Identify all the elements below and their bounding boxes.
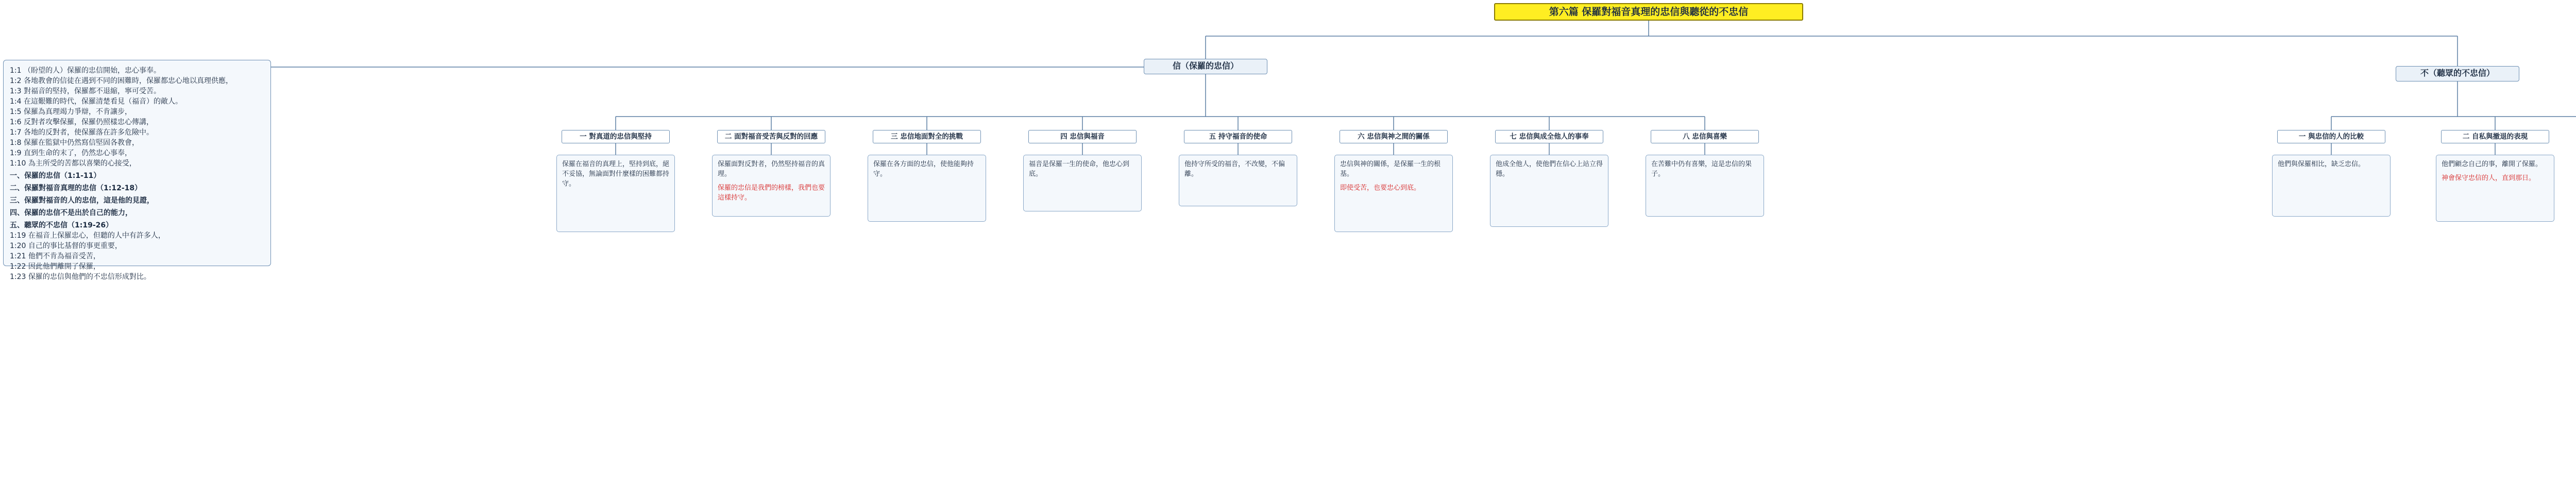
- leaf-text: 保羅面對反對者，仍然堅持福音的真理。: [718, 160, 825, 178]
- intro-line: 1:8 保羅在監獄中仍然寫信堅固各教會，: [10, 139, 139, 147]
- leaf-box: [1646, 155, 1764, 217]
- left-sub-5: 五 持守福音的使命: [1184, 130, 1292, 143]
- intro-line: 1:21 他們不肯為福音受苦，: [10, 252, 100, 260]
- intro-line: 1:4 在這艱難的時代，保羅清楚看見（福音）的敵人。: [10, 97, 182, 106]
- intro-line: 一、保羅的忠信（1:1-11）: [10, 172, 101, 180]
- leaf-box: [712, 155, 831, 217]
- left-sub-3: 三 忠信地面對全的挑戰: [873, 130, 981, 143]
- leaf-box: [556, 155, 675, 232]
- intro-line: 1:1 （盼望的人）保羅的忠信開始，忠心事奉。: [10, 67, 161, 75]
- leaf-box: [868, 155, 986, 222]
- intro-line: 1:2 各地教會的信徒在遇到不同的困難時，保羅都忠心地以真理供應，: [10, 77, 233, 85]
- intro-line: 1:23 保羅的忠信與他們的不忠信形成對比。: [10, 273, 151, 281]
- leaf-text: 他們顧念自己的事，離開了保羅。: [2442, 160, 2543, 168]
- intro-line: 1:6 反對者攻擊保羅，保羅仍照樣忠心傳講，: [10, 118, 154, 126]
- leaf-text: 他持守所受的福音，不改變，不偏離。: [1184, 160, 1285, 178]
- branch-right: 不（聽眾的不忠信）: [2396, 66, 2519, 81]
- leaf-box: [2272, 155, 2391, 217]
- leaf-highlight: 即使受苦，也要忠心到底。: [1340, 184, 1421, 192]
- intro-line: 二、保羅對福音真理的忠信（1:12-18）: [10, 184, 142, 192]
- intro-line: 三、保羅對福音的人的忠信，這是他的見證，: [10, 196, 154, 205]
- right-sub-2: 二 自私與撤退的表現: [2441, 130, 2549, 143]
- intro-line: 1:10 為主所受的苦都以喜樂的心接受，: [10, 159, 137, 168]
- leaf-text: 在苦難中仍有喜樂，這是忠信的果子。: [1651, 160, 1752, 178]
- left-sub-4: 四 忠信與福音: [1028, 130, 1137, 143]
- left-sub-8: 八 忠信與喜樂: [1651, 130, 1759, 143]
- intro-line: 1:5 保羅為真理竭力爭辯，不肯讓步，: [10, 108, 132, 116]
- intro-line: 1:20 自己的事比基督的事更重要，: [10, 242, 122, 250]
- leaf-box: [2436, 155, 2554, 222]
- leaf-highlight: 保羅的忠信是我們的榜樣，我們也要這樣持守。: [718, 184, 825, 202]
- intro-line: 1:3 對福音的堅持，保羅都不退縮，寧可受苦。: [10, 87, 161, 95]
- left-sub-7: 七 忠信與成全他人的事奉: [1495, 130, 1603, 143]
- intro-line: 1:7 各地的反對者，使保羅落在許多危險中。: [10, 128, 154, 137]
- intro-note: [3, 60, 271, 281]
- intro-line: 五、聽眾的不忠信（1:19-26）: [10, 221, 113, 229]
- leaf-text: 保羅在福音的真理上，堅持到底，絕不妥協，無論面對什麼樣的困難都持守。: [562, 160, 670, 188]
- leaf-text: 福音是保羅一生的使命，他忠心到底。: [1029, 160, 1130, 178]
- right-sub-1: 一 與忠信的人的比較: [2277, 130, 2385, 143]
- leaf-box: [1334, 155, 1453, 232]
- leaf-text: 他成全他人，使他們在信心上站立得穩。: [1496, 160, 1603, 178]
- left-sub-1: 一 對真道的忠信與堅持: [562, 130, 670, 143]
- left-sub-2: 二 面對福音受苦與反對的回應: [717, 130, 825, 143]
- leaf-box: [1179, 155, 1297, 206]
- intro-line: 1:19 在福音上保羅忠心，但聽的人中有許多人，: [10, 232, 165, 240]
- intro-line: 四、保羅的忠信不是出於自己的能力，: [10, 209, 132, 217]
- leaf-highlight: 神會保守忠信的人，直到那日。: [2442, 174, 2536, 182]
- intro-line: 1:22 因此他們離開了保羅，: [10, 263, 100, 271]
- left-sub-6: 六 忠信與神之間的關係: [1340, 130, 1448, 143]
- diagram-title: 第六篇 保羅對福音真理的忠信與聽從的不忠信: [1494, 3, 1803, 21]
- leaf-text: 保羅在各方面的忠信，使他能夠持守。: [873, 160, 974, 178]
- intro-line: 1:9 直到生命的末了，仍然忠心事奉，: [10, 149, 132, 157]
- leaf-text: 忠信與神的關係，是保羅一生的根基。: [1340, 160, 1441, 178]
- leaf-text: 他們與保羅相比，缺乏忠信。: [2278, 160, 2365, 168]
- leaf-box: [1023, 155, 1142, 211]
- branch-left: 信（保羅的忠信）: [1144, 59, 1267, 74]
- leaf-box: [1490, 155, 1608, 227]
